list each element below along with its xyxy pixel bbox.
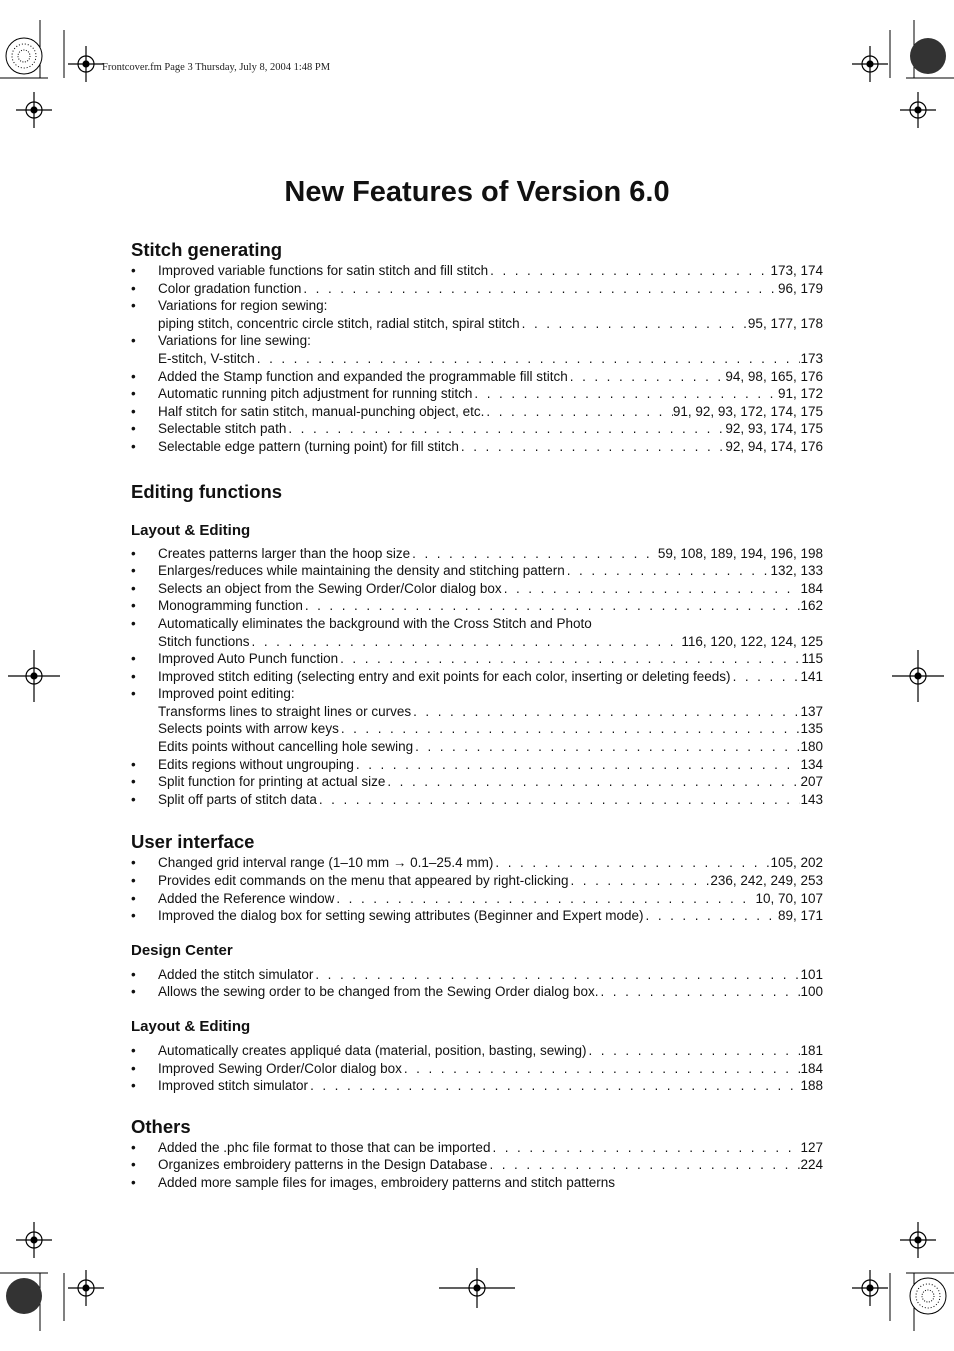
bullet-icon: • (131, 563, 136, 579)
bullet-icon: • (131, 263, 136, 278)
feature-line (158, 756, 823, 774)
dot-leader (586, 1042, 800, 1060)
bullet-icon: • (131, 984, 136, 1000)
page-reference: 94, 98, 165, 176 (725, 368, 823, 384)
page-reference: 100 (800, 984, 823, 1000)
feature-text: Automatically eliminates the background with the Cross Stitch and Photo (158, 615, 592, 631)
feature-text: Monogramming function (158, 598, 303, 614)
feature-line (158, 1042, 823, 1060)
dot-leader (472, 385, 778, 403)
feature-line (158, 668, 823, 686)
feature-item (131, 791, 823, 809)
bullet-icon: • (131, 651, 136, 667)
dot-leader (565, 562, 771, 580)
feature-line (158, 597, 823, 615)
page-reference: 180 (800, 739, 823, 755)
dot-leader (301, 280, 778, 298)
bullet-icon: • (131, 403, 136, 419)
page-reference: 92, 93, 174, 175 (725, 421, 823, 437)
dot-leader (731, 668, 801, 686)
section-user-interface (131, 830, 823, 924)
dot-leader (490, 1139, 800, 1157)
section-design-center (131, 941, 823, 1001)
feature-item (131, 756, 823, 774)
dot-leader (402, 1060, 801, 1078)
feature-line (158, 773, 823, 791)
dot-leader (644, 907, 778, 925)
dot-leader (385, 773, 800, 791)
feature-text: Added the .phc file format to those that can be imported (158, 1139, 491, 1155)
dot-leader (308, 1077, 800, 1095)
feature-text: Improved the dialog box for setting sewing attributes (Beginner and Expert mode) (158, 908, 644, 924)
feature-text: Selects points with arrow keys (158, 721, 339, 737)
page-reference: 105, 202 (770, 855, 823, 871)
print-slug: Frontcover.fm Page 3 Thursday, July 8, 2004 1:48 PM (102, 62, 331, 73)
page-reference: 95, 177, 178 (747, 315, 823, 331)
bullet-icon: • (131, 668, 136, 684)
feature-text: Added the stitch simulator (158, 966, 314, 982)
page-title: New Features of Version 6.0 (284, 176, 670, 208)
section-heading: User interface (131, 831, 255, 853)
feature-item (131, 907, 823, 925)
feature-text: Split off parts of stitch data (158, 791, 317, 807)
dot-leader (411, 703, 800, 721)
feature-line (158, 966, 823, 984)
feature-text: Transforms lines to straight lines or curves (158, 703, 412, 719)
bullet-icon: • (131, 280, 136, 296)
page-reference: 132, 133 (770, 563, 823, 579)
bullet-icon: • (131, 580, 136, 596)
page-reference: 137 (800, 703, 823, 719)
feature-items (131, 966, 823, 1001)
feature-text: E-stitch, V-stitch (158, 350, 255, 366)
feature-line (158, 615, 823, 633)
page-reference: 135 (800, 721, 823, 737)
feature-item (131, 580, 823, 598)
page-reference: 10, 70, 107 (755, 890, 823, 906)
bullet-icon: • (131, 298, 136, 314)
feature-items (131, 545, 823, 809)
section-layout-editing-2 (131, 1017, 823, 1095)
feature-text: Selects an object from the Sewing Order/Color dialog box (158, 580, 502, 596)
page-reference: 207 (800, 774, 823, 790)
feature-text: Improved stitch simulator (158, 1078, 309, 1094)
bullet-icon: • (131, 908, 136, 924)
bullet-icon: • (131, 774, 136, 790)
feature-text: Enlarges/reduces while maintaining the density and stitching pattern (158, 563, 565, 579)
dot-leader (568, 368, 726, 386)
page-reference: 127 (800, 1139, 823, 1155)
feature-item (131, 983, 823, 1001)
page-reference: 115 (801, 651, 823, 667)
feature-text: Selectable edge pattern (turning point) for fill stitch (158, 438, 459, 454)
feature-item (131, 403, 823, 421)
feature-item (131, 1077, 823, 1095)
feature-item (131, 615, 823, 650)
page-reference: 91, 172 (777, 386, 823, 402)
bullet-icon: • (131, 791, 136, 807)
dot-leader (303, 597, 801, 615)
dot-leader (354, 756, 801, 774)
feature-line (158, 872, 823, 890)
bullet-icon: • (131, 438, 136, 454)
feature-item (131, 262, 823, 280)
feature-line (158, 385, 823, 403)
feature-item (131, 1156, 823, 1174)
feature-line (158, 907, 823, 925)
page-reference: 224 (800, 1157, 823, 1173)
feature-item (131, 1060, 823, 1078)
feature-text: Changed grid interval range (1–10 mm → 0.1–25.4 mm) (158, 855, 494, 871)
feature-line (158, 633, 823, 651)
feature-text: Creates patterns larger than the hoop size (158, 545, 411, 561)
feature-item (131, 872, 823, 890)
subsection-heading: Layout & Editing (131, 521, 251, 539)
page-reference: 236, 242, 249, 253 (710, 873, 823, 889)
dot-leader (599, 983, 801, 1001)
bullet-icon: • (131, 890, 136, 906)
feature-item (131, 562, 823, 580)
feature-item (131, 368, 823, 386)
dot-leader (493, 854, 770, 872)
bullet-icon: • (131, 615, 136, 631)
feature-items (131, 1139, 823, 1192)
bullet-icon: • (131, 1157, 136, 1173)
bullet-icon: • (131, 1060, 136, 1076)
feature-item (131, 332, 823, 367)
section-heading: Editing functions (131, 480, 283, 502)
bullet-icon: • (131, 1078, 136, 1094)
page-reference: 143 (800, 791, 823, 807)
feature-text: Improved Sewing Order/Color dialog box (158, 1060, 402, 1076)
feature-line (158, 280, 823, 298)
feature-text: Variations for region sewing: (158, 298, 328, 314)
bullet-icon: • (131, 545, 136, 561)
dot-leader (255, 350, 801, 368)
feature-items (131, 1042, 823, 1095)
section-stitch-generating (131, 238, 823, 456)
dot-leader (339, 720, 801, 738)
feature-text: Split function for printing at actual size (158, 774, 386, 790)
feature-line (158, 545, 823, 563)
feature-line (158, 890, 823, 908)
page-reference: 184 (800, 580, 823, 596)
feature-line (158, 983, 823, 1001)
page-reference: 116, 120, 122, 124, 125 (681, 633, 823, 649)
feature-item (131, 1174, 823, 1192)
feature-line (158, 297, 823, 315)
feature-item (131, 685, 823, 755)
section-heading: Others (131, 1115, 191, 1137)
feature-item (131, 668, 823, 686)
bullet-icon: • (131, 966, 136, 982)
feature-items (131, 262, 823, 456)
section-heading: Stitch generating (131, 239, 283, 260)
dot-leader (502, 580, 801, 598)
feature-line (158, 791, 823, 809)
bullet-icon: • (131, 855, 136, 871)
feature-line (158, 1174, 823, 1192)
page-reference: 181 (800, 1043, 823, 1058)
dot-leader (338, 650, 801, 668)
feature-line (158, 332, 823, 350)
feature-items (131, 854, 823, 924)
dot-leader (334, 890, 755, 908)
bullet-icon: • (131, 368, 136, 384)
feature-line (158, 1139, 823, 1157)
feature-line (158, 650, 823, 668)
page-reference: 134 (800, 756, 823, 772)
page-reference: 162 (800, 598, 823, 614)
feature-line (158, 562, 823, 580)
feature-line (158, 703, 823, 721)
feature-text: Improved stitch editing (selecting entry and exit points for each color, inserting or deleting feeds) (158, 668, 731, 684)
feature-line (158, 315, 823, 333)
bullet-icon: • (131, 421, 136, 437)
bullet-icon: • (131, 756, 136, 772)
feature-line (158, 738, 823, 756)
feature-item (131, 297, 823, 332)
feature-line (158, 420, 823, 438)
feature-text: Provides edit commands on the menu that appeared by right-clicking (158, 873, 569, 889)
bullet-icon: • (131, 386, 136, 402)
feature-text: Selectable stitch path (158, 421, 287, 437)
feature-line (158, 438, 823, 456)
feature-line (158, 685, 823, 703)
page-reference: 188 (800, 1078, 823, 1094)
page-reference: 173, 174 (770, 263, 823, 278)
page-reference: 96, 179 (777, 280, 823, 296)
feature-text: Edits points without cancelling hole sewing (158, 739, 414, 755)
bullet-icon: • (131, 1043, 136, 1058)
dot-leader (413, 738, 800, 756)
dot-leader (459, 438, 725, 456)
feature-text: Added the Reference window (158, 890, 335, 906)
feature-text: Stitch functions (158, 633, 250, 649)
feature-line (158, 720, 823, 738)
feature-text: Improved Auto Punch function (158, 651, 339, 667)
feature-line (158, 262, 823, 280)
feature-text: Automatic running pitch adjustment for running stitch (158, 386, 473, 402)
feature-text: Variations for line sewing: (158, 333, 311, 349)
feature-line (158, 368, 823, 386)
feature-text: Added the Stamp function and expanded the programmable fill stitch (158, 368, 568, 384)
page-reference: 59, 108, 189, 194, 196, 198 (657, 545, 823, 561)
page-reference: 141 (800, 668, 823, 684)
dot-leader (568, 872, 710, 890)
bullet-icon: • (131, 873, 136, 889)
bullet-icon: • (131, 598, 136, 614)
feature-text: Allows the sewing order to be changed from the Sewing Order dialog box. (158, 984, 599, 1000)
feature-item (131, 280, 823, 298)
section-others (131, 1115, 823, 1192)
feature-text: Added more sample files for images, embroidery patterns and stitch patterns (158, 1174, 615, 1190)
feature-line (158, 1077, 823, 1095)
feature-item (131, 773, 823, 791)
feature-text: Edits regions without ungrouping (158, 756, 354, 772)
subsection-heading: Design Center (131, 941, 233, 959)
feature-line (158, 403, 823, 421)
feature-item (131, 545, 823, 563)
subsection-heading: Layout & Editing (131, 1018, 251, 1035)
feature-line (158, 854, 823, 872)
bullet-icon: • (131, 1139, 136, 1155)
feature-item (131, 1042, 823, 1060)
bullet-icon: • (131, 686, 136, 702)
dot-leader (487, 1156, 800, 1174)
feature-item (131, 385, 823, 403)
feature-line (158, 1156, 823, 1174)
bullet-icon: • (131, 333, 136, 349)
feature-text: Half stitch for satin stitch, manual-punching object, etc. (158, 403, 485, 419)
page-reference: 101 (800, 966, 823, 982)
page-reference: 173 (800, 350, 823, 366)
feature-item (131, 597, 823, 615)
feature-item (131, 966, 823, 984)
feature-text: Improved variable functions for satin stitch and fill stitch (158, 263, 489, 278)
dot-leader (488, 262, 770, 280)
page-reference: 91, 92, 93, 172, 174, 175 (672, 403, 823, 419)
feature-text: Automatically creates appliqué data (material, position, basting, sewing) (158, 1043, 587, 1058)
feature-text: Organizes embroidery patterns in the Design Database (158, 1157, 488, 1173)
feature-text: piping stitch, concentric circle stitch, radial stitch, spiral stitch (158, 315, 520, 331)
page-reference: 92, 94, 174, 176 (725, 438, 823, 454)
dot-leader (286, 420, 725, 438)
feature-item (131, 854, 823, 872)
page-reference: 184 (800, 1060, 823, 1076)
dot-leader (250, 633, 682, 651)
section-editing-functions (131, 480, 823, 809)
feature-line (158, 350, 823, 368)
feature-item (131, 650, 823, 668)
feature-text: Improved point editing: (158, 686, 295, 702)
dot-leader (410, 545, 658, 563)
bullet-icon: • (131, 1174, 136, 1190)
dot-leader (317, 791, 801, 809)
dot-leader (520, 315, 748, 333)
feature-item (131, 420, 823, 438)
feature-item (131, 890, 823, 908)
feature-item (131, 438, 823, 456)
feature-text: Color gradation function (158, 280, 302, 296)
feature-line (158, 1060, 823, 1078)
feature-item (131, 1139, 823, 1157)
dot-leader (484, 403, 672, 421)
page-reference: 89, 171 (777, 908, 823, 924)
feature-list (131, 238, 823, 1192)
feature-line (158, 580, 823, 598)
dot-leader (313, 966, 800, 984)
